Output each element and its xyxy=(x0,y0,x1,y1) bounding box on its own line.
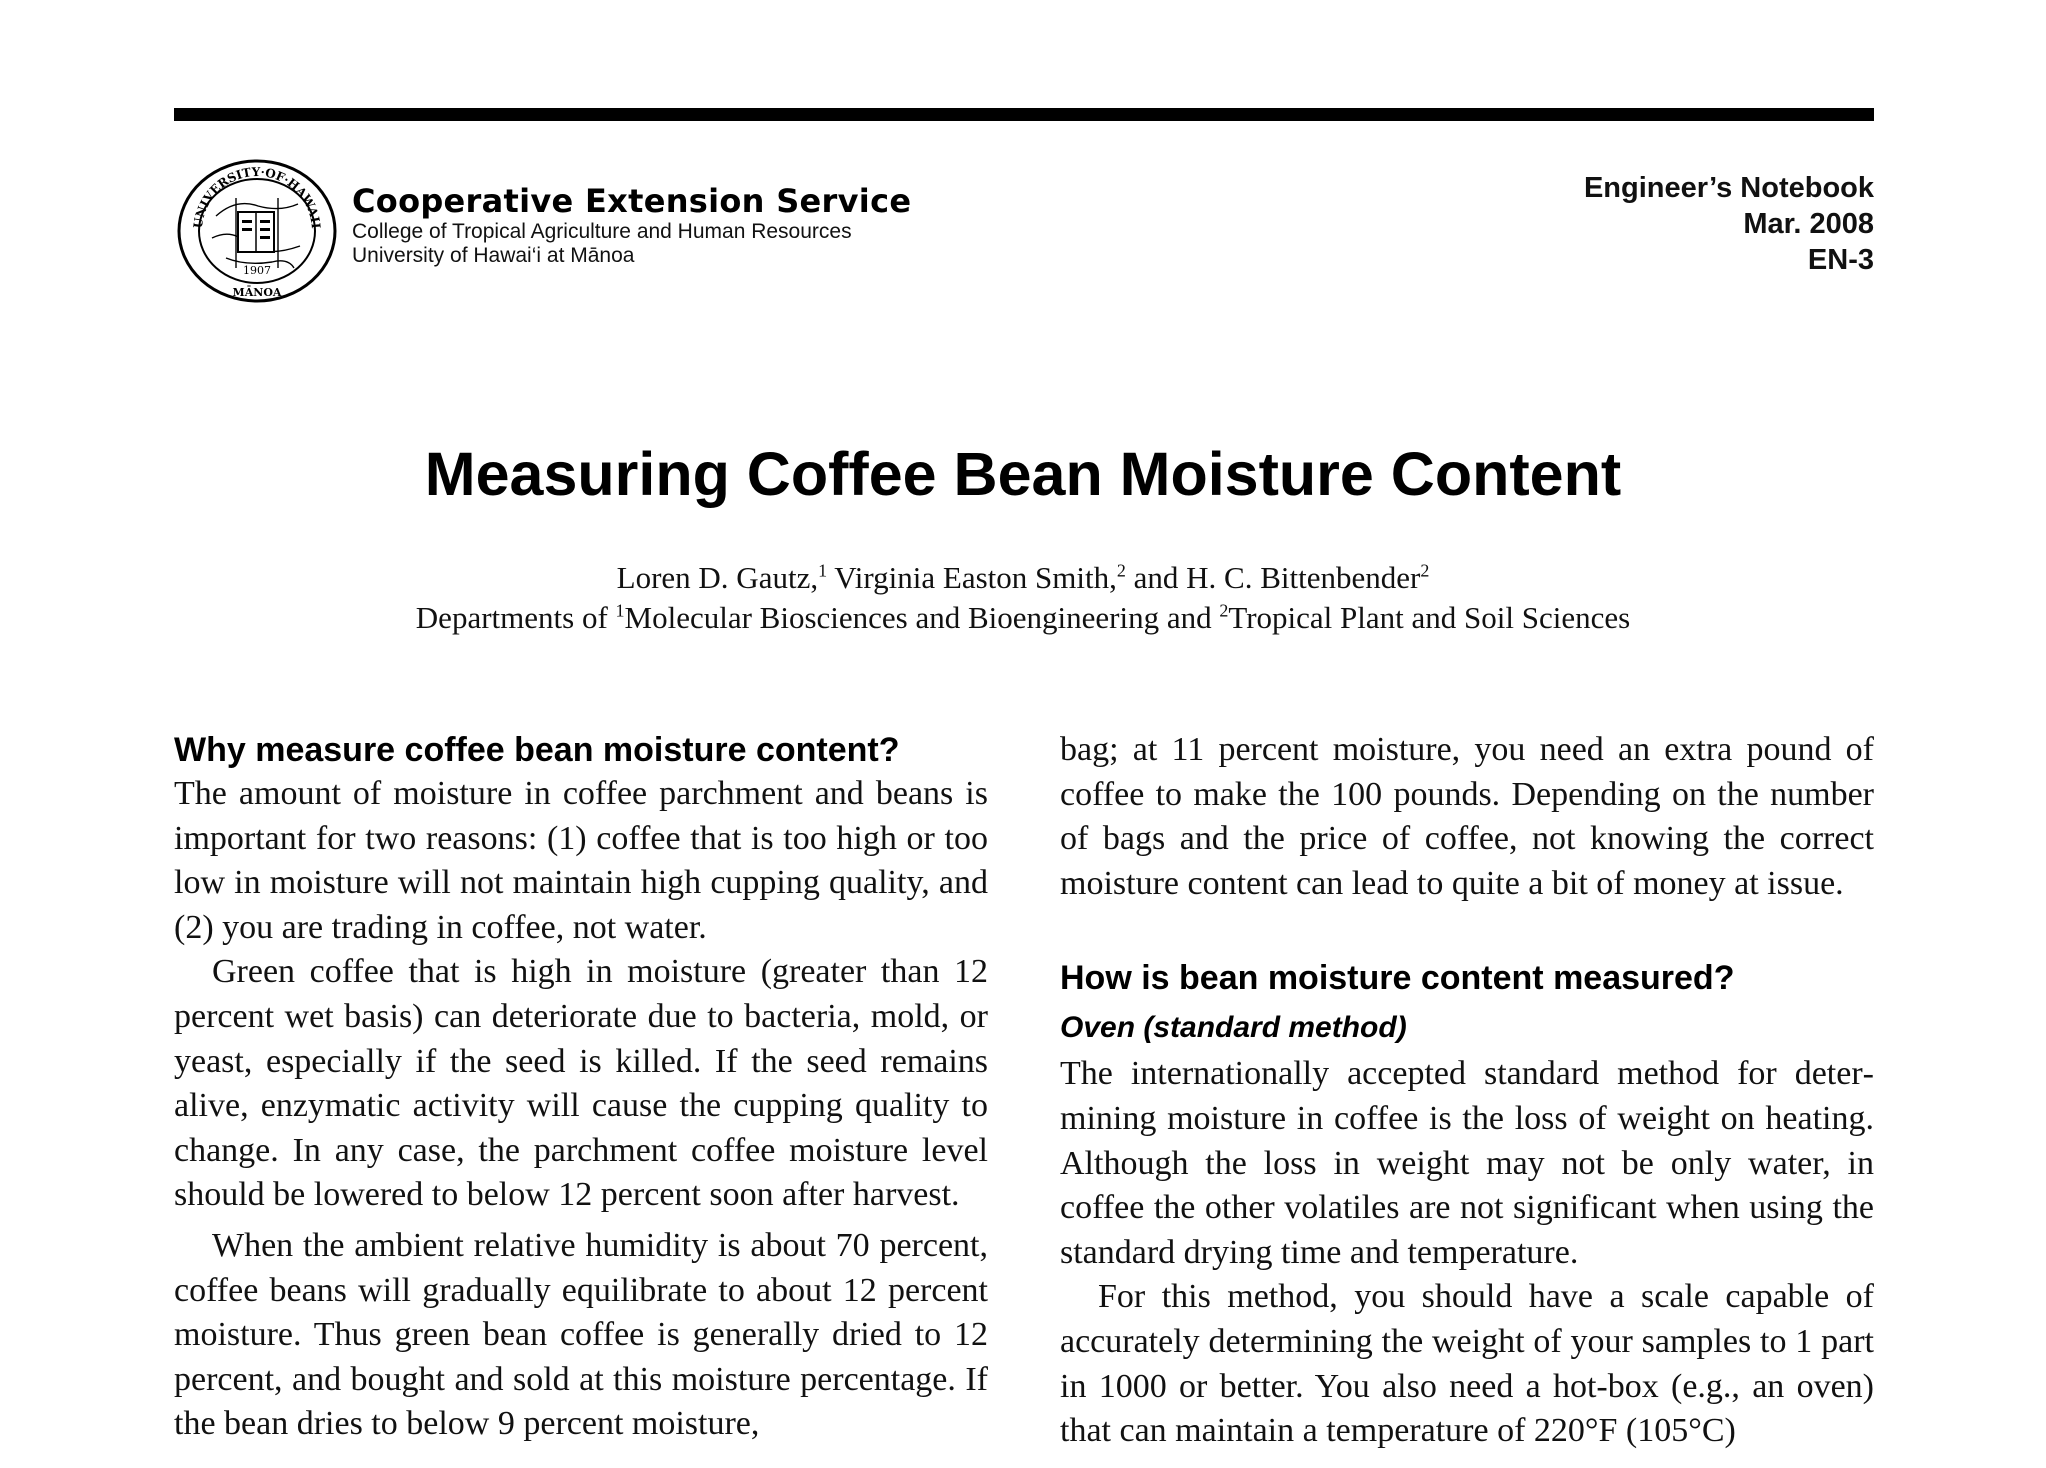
author-affiliation-mark: 2 xyxy=(1420,560,1430,581)
seal-year: 1907 xyxy=(243,264,271,277)
header-rule xyxy=(174,108,1874,121)
department-tpss: Tropical Plant and Soil Sciences xyxy=(1228,600,1631,635)
paragraph: The internationally accepted standard method for determining moisture in coffee is the loss of weight on heating. Although the loss in weight may not be only water, in coffee the other volatiles are not significant when using the standard drying time and temperature. xyxy=(1060,1055,1874,1271)
section-heading-why: Why measure coffee bean moisture content? xyxy=(174,731,900,769)
publication-code: EN-3 xyxy=(1807,244,1874,276)
left-column xyxy=(174,728,988,1447)
publication-date: Mar. 2008 xyxy=(1743,208,1874,240)
university-name: University of Hawai‘i at Mānoa xyxy=(352,244,635,267)
department-mbbe: Molecular Biosciences and Bioengineering and xyxy=(624,600,1220,635)
department-line xyxy=(0,598,2046,638)
author-smith: Virginia Easton Smith, xyxy=(827,560,1117,595)
paragraph: Green coffee that is high in moisture (greater than 12 percent wet basis) can deteriorate due to bacteria, mold, or yeast, especially if the seed is killed. If the seed remains alive, enzymatic activity will cause the cupping quality to change. In any case, the parchment coffee moisture level should be lowered to below 12 percent soon after harvest. xyxy=(174,953,988,1214)
organization-header xyxy=(176,158,911,304)
paragraph: The amount of moisture in coffee parchment and beans is important for two reasons: (1) coffee that is too high or too low in moisture will not maintain high cupping quality, and (2) you are trading in coffee, not water. xyxy=(174,775,988,946)
author-line xyxy=(0,558,2046,598)
seal-text-bottom: MĀNOA xyxy=(232,286,282,299)
organization-name: Cooperative Extension Service xyxy=(352,182,912,220)
author-gautz: Loren D. Gautz, xyxy=(616,560,819,595)
publication-info xyxy=(1584,170,1874,278)
series-name: Engineer’s Notebook xyxy=(1583,172,1874,204)
department-mark: 1 xyxy=(615,600,625,621)
organization-block xyxy=(352,182,911,268)
right-column xyxy=(1060,728,1874,1454)
paragraph: bag; at 11 percent moisture, you need an extra pound of coffee to make the 100 pounds. Depending on the number of bags and the price of coffee, not knowing the correct moisture content can lead to quite a bit of money at issue. xyxy=(1060,731,1874,902)
author-bittenbender: and H. C. Bittenbender xyxy=(1125,560,1421,595)
author-block xyxy=(0,558,2046,638)
author-affiliation-mark: 2 xyxy=(1116,560,1126,581)
section-heading-how: How is bean moisture content measured? xyxy=(1060,959,1735,998)
department-mark: 2 xyxy=(1219,600,1229,621)
university-seal-icon xyxy=(176,158,338,304)
paragraph: For this method, you should have a scale capable of accurately determining the weight of your samples to 1 part in 1000 or better. You also need a hot-box (e.g., an oven) that can maintain a temperature of 220°F (105°C) xyxy=(1060,1278,1874,1450)
department-prefix: Departments of xyxy=(415,600,616,635)
paragraph: When the ambient relative humidity is about 70 percent, coffee beans will gradually equilibrate to about 12 percent moisture. Thus green bean coffee is generally dried to 12 percent, and bought and sold at this moisture percentage. If the bean dries to below 9 percent moisture, xyxy=(174,1226,988,1443)
seal-text-top: UNIVERSITY·OF·HAWAII xyxy=(190,164,323,230)
college-name: College of Tropical Agriculture and Human Resources xyxy=(352,220,852,243)
author-affiliation-mark: 1 xyxy=(818,560,828,581)
document-title: Measuring Coffee Bean Moisture Content xyxy=(424,440,1622,508)
subsection-heading-oven: Oven (standard method) xyxy=(1060,1011,1407,1045)
